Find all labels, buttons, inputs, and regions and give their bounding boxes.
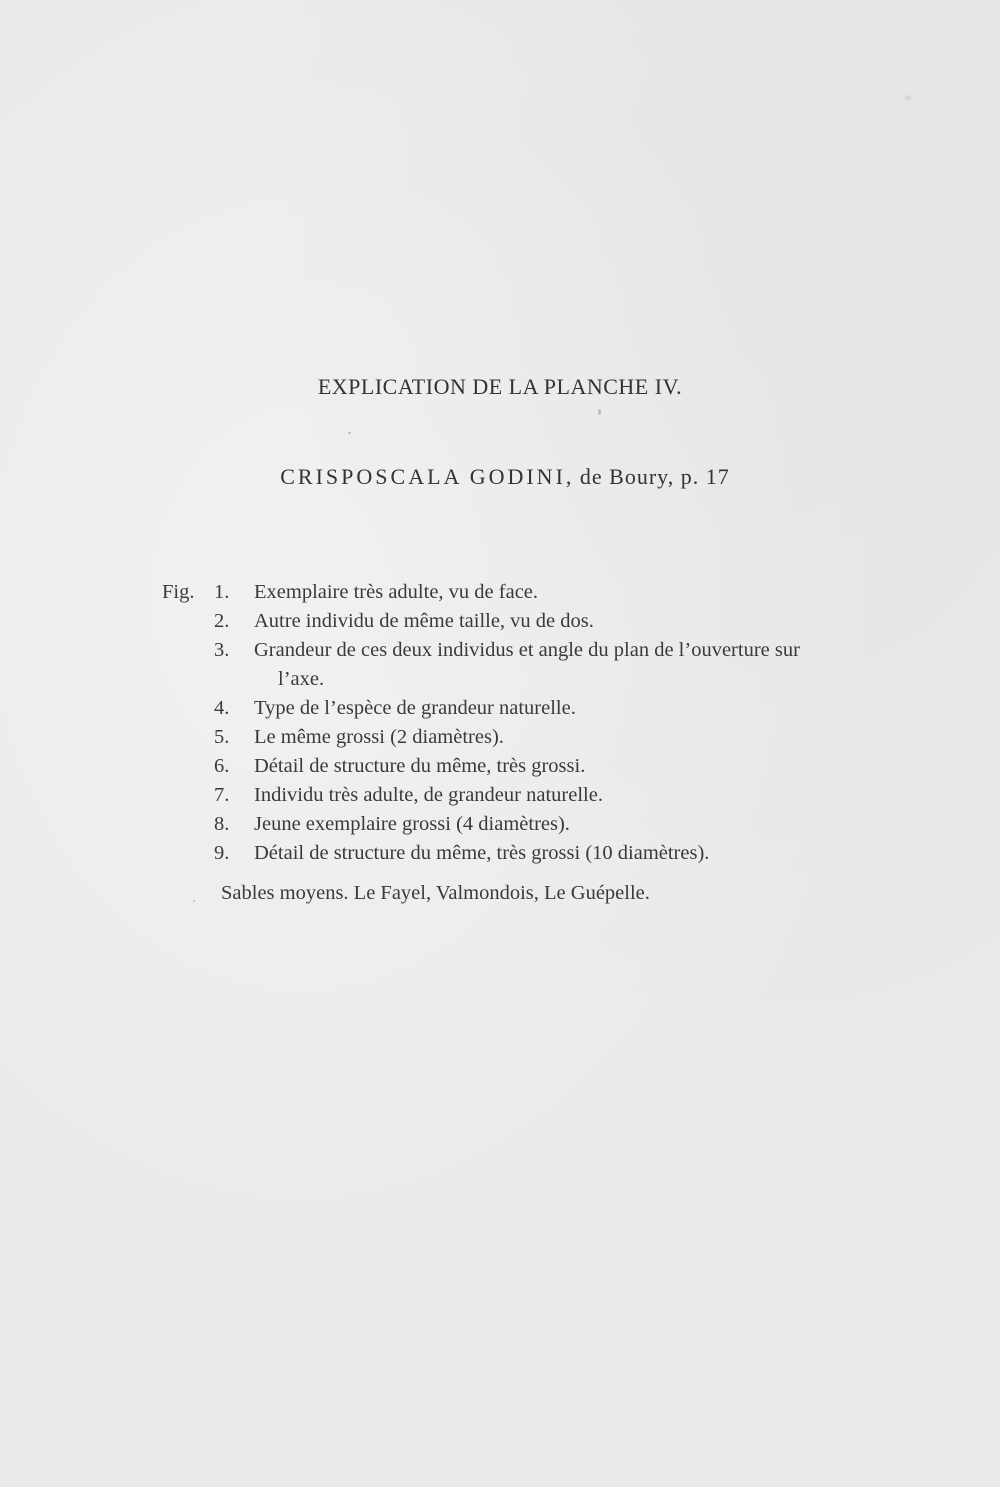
figure-item (162, 781, 942, 810)
figure-item (162, 810, 942, 839)
locality-note: Sables moyens. Le Fayel, Valmondois, Le Guépelle. (221, 882, 650, 904)
figure-list (162, 578, 942, 868)
figure-number: 5. (214, 726, 230, 748)
figure-item-continuation (162, 665, 942, 694)
figure-number: 6. (214, 755, 230, 777)
figure-description: Jeune exemplaire grossi (4 diamètres). (254, 813, 570, 835)
figure-description: Détail de structure du même, très grossi (10 diamètres). (254, 842, 710, 864)
figure-item (162, 752, 942, 781)
figure-item (162, 636, 942, 665)
species-authority: de Boury, p. 17 (579, 464, 730, 489)
paper-speck (598, 409, 601, 415)
figure-description: Détail de structure du même, très grossi. (254, 755, 586, 777)
figure-number: 8. (214, 813, 230, 835)
figure-item (162, 839, 942, 868)
figure-item (162, 694, 942, 723)
figure-description: Grandeur de ces deux individus et angle du plan de l’ouverture sur (254, 639, 800, 661)
paper-speck (348, 432, 351, 434)
fig-prefix: Fig. (162, 581, 195, 603)
figure-description: Type de l’espèce de grandeur naturelle. (254, 697, 576, 719)
figure-number: 7. (214, 784, 230, 806)
figure-description: Exemplaire très adulte, vu de face. (254, 581, 539, 603)
figure-number: 1. (214, 581, 230, 603)
figure-description: Autre individu de même taille, vu de dos. (254, 610, 594, 632)
figure-number: 9. (214, 842, 230, 864)
figure-description-continuation: l’axe. (278, 668, 325, 690)
figure-item (162, 578, 942, 607)
paper-speck (905, 95, 911, 101)
figure-number: 2. (214, 610, 230, 632)
figure-number: 3. (214, 639, 230, 661)
figure-item (162, 607, 942, 636)
plate-heading: EXPLICATION DE LA PLANCHE IV. (317, 374, 683, 399)
figure-number: 4. (214, 697, 230, 719)
species-name: CRISPOSCALA GODINI, (280, 464, 575, 489)
figure-description: Le même grossi (2 diamètres). (254, 726, 504, 748)
figure-description: Individu très adulte, de grandeur naturelle. (254, 784, 603, 806)
species-title (0, 464, 1000, 490)
figure-item (162, 723, 942, 752)
paper-speck (193, 900, 195, 902)
